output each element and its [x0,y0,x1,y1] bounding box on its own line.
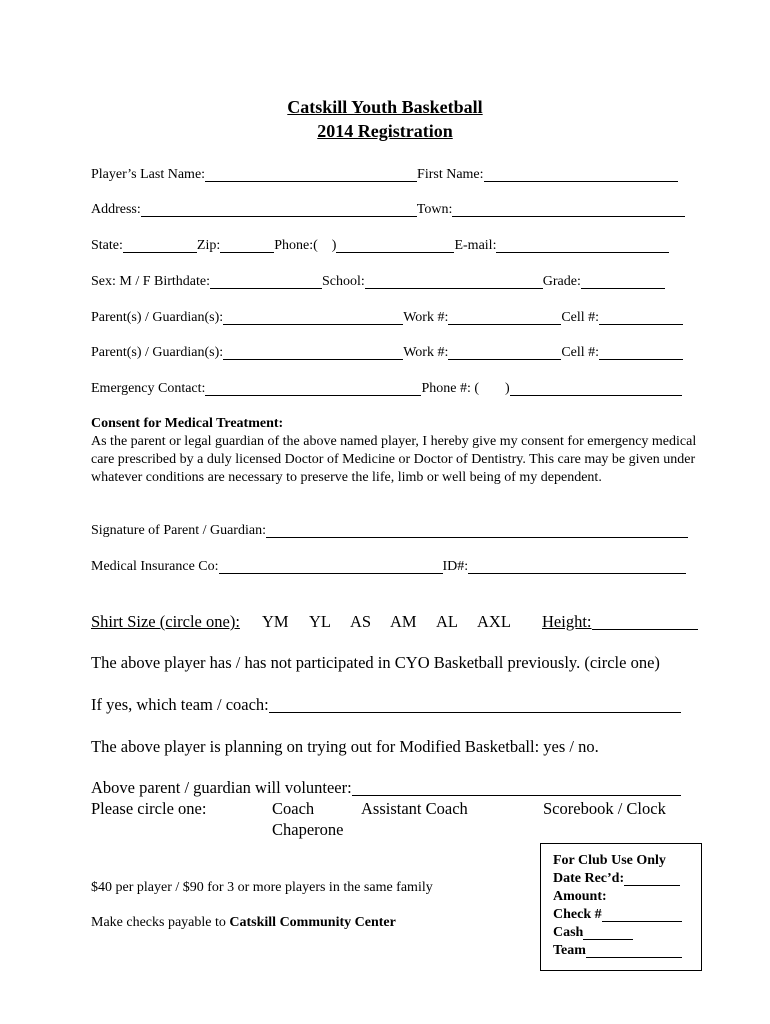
work-field[interactable] [448,345,561,360]
cell-field[interactable] [599,345,683,360]
club-check-row [553,906,701,924]
town-label: Town: [416,202,453,217]
height-field[interactable] [592,613,698,630]
club-team-label: Team [553,943,586,958]
consent-heading: Consent for Medical Treatment: [91,416,284,431]
email-label: E-mail: [454,238,497,253]
first-name-label: First Name: [417,167,484,182]
checks-payable [91,914,396,932]
insurance-field[interactable] [219,559,443,574]
row-emergency [91,380,682,398]
club-date-row [553,870,701,888]
club-team-field[interactable] [586,943,682,958]
grade-field[interactable] [581,274,665,289]
grade-label: Grade: [542,274,581,289]
shirt-size-am[interactable]: AM [390,612,417,631]
phone-field[interactable] [336,238,454,253]
row-guardian-2 [91,344,683,362]
row-volunteer [91,778,681,798]
row-player-name [91,166,678,184]
club-amount-label: Amount: [553,889,607,904]
height-label: Height: [542,612,592,631]
zip-field[interactable] [220,238,274,253]
club-date-field[interactable] [624,871,680,886]
shirt-size-label: Shirt Size (circle one): [91,612,240,631]
state-label: State: [91,238,123,253]
shirt-size-ym[interactable]: YM [262,612,289,631]
work-label: Work #: [403,310,449,325]
club-cash-field[interactable] [583,925,633,940]
work-label: Work #: [403,345,449,360]
role-coach[interactable]: Coach [272,799,315,818]
modified-question: The above player is planning on trying out for Modified Basketball: yes / no. [91,737,599,756]
club-amount-row [553,888,701,906]
consent-body: As the parent or legal guardian of the above named player, I hereby give my consent for emergency medical care prescribed by a duly licensed Doctor of Medicine or Doctor of Dentistry. This care may be given under whatever conditions are necessary to preserve the life, limb or well being of my dependent. [91,434,697,485]
zip-label: Zip: [196,238,221,253]
shirt-size-as[interactable]: AS [350,612,372,631]
row-team-coach [91,695,681,715]
team-coach-field[interactable] [269,696,681,713]
state-field[interactable] [123,238,197,253]
cell-field[interactable] [599,310,683,325]
last-name-label: Player’s Last Name: [91,167,206,182]
club-check-field[interactable] [602,907,682,922]
birthdate-field[interactable] [210,274,322,289]
team-coach-label: If yes, which team / coach: [91,695,269,714]
school-field[interactable] [365,274,543,289]
email-field[interactable] [496,238,669,253]
checks-prefix: Make checks payable to [91,915,230,930]
work-field[interactable] [448,310,561,325]
town-field[interactable] [452,202,685,217]
address-field[interactable] [141,202,417,217]
signature-label: Signature of Parent / Guardian: [91,523,266,538]
cell-label: Cell #: [561,310,600,325]
club-use-title: For Club Use Only [553,853,666,868]
phone-paren: ) [331,238,337,253]
role-chaperone[interactable]: Chaperone [272,820,344,839]
row-insurance [91,558,686,576]
signature-field[interactable] [266,523,688,538]
row-personal [91,273,665,291]
club-team-row [553,942,701,960]
emergency-phone-label: Phone #: ( [421,381,479,396]
shirt-size-yl[interactable]: YL [309,612,331,631]
volunteer-field[interactable] [352,779,681,796]
checks-payee: Catskill Community Center [229,915,396,930]
shirt-size-al[interactable]: AL [436,612,458,631]
club-use-box [540,843,702,971]
circle-one-label: Please circle one: [91,799,207,818]
id-label: ID#: [442,559,469,574]
emergency-phone-field[interactable] [510,381,682,396]
row-address [91,201,685,219]
form-subtitle: 2014 Registration [317,121,453,141]
phone-label: Phone:( [274,238,318,253]
club-date-label: Date Rec’d: [553,871,625,886]
guardian-label: Parent(s) / Guardian(s): [91,345,224,360]
last-name-field[interactable] [205,167,417,182]
club-cash-row [553,924,701,942]
role-scorebook-clock[interactable]: Scorebook / Clock [543,799,666,818]
address-label: Address: [91,202,141,217]
row-guardian-1 [91,309,683,327]
emergency-phone-paren: ) [505,381,510,396]
row-height [542,612,698,632]
volunteer-label: Above parent / guardian will volunteer: [91,778,352,797]
emergency-field[interactable] [205,381,421,396]
guardian-label: Parent(s) / Guardian(s): [91,310,224,325]
club-check-label: Check # [553,907,602,922]
shirt-size-axl[interactable]: AXL [477,612,511,631]
guardian-field[interactable] [223,345,403,360]
emergency-label: Emergency Contact: [91,381,206,396]
insurance-label: Medical Insurance Co: [91,559,219,574]
sex-birthdate-label: Sex: M / F Birthdate: [91,274,210,289]
row-contact [91,237,669,255]
row-signature [91,522,688,540]
first-name-field[interactable] [484,167,678,182]
guardian-field[interactable] [223,310,403,325]
school-label: School: [322,274,365,289]
cyo-question: The above player has / has not participated in CYO Basketball previously. (circle one) [91,653,660,672]
fee-text: $40 per player / $90 for 3 or more players in the same family [91,880,433,895]
club-cash-label: Cash [553,925,584,940]
cell-label: Cell #: [561,345,600,360]
role-assistant-coach[interactable]: Assistant Coach [361,799,468,818]
form-title: Catskill Youth Basketball [287,97,483,117]
id-field[interactable] [468,559,686,574]
